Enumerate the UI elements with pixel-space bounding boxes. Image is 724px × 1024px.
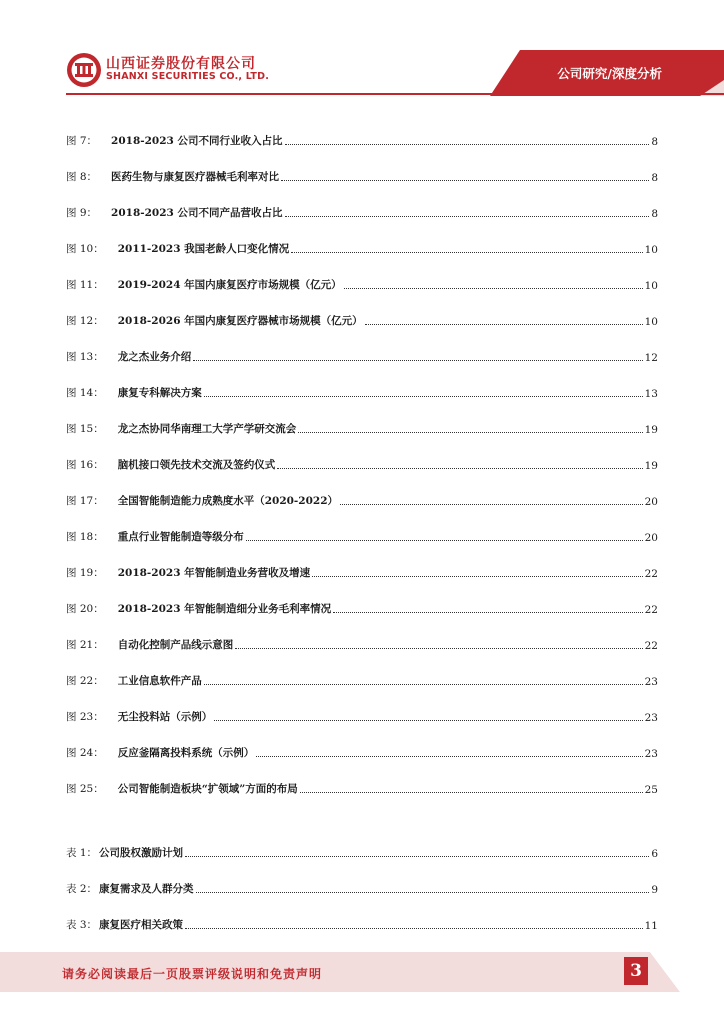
table-label: 表 3： [66,919,98,931]
page-ref: 8 [651,208,658,220]
toc-entry-figure-25[interactable] [66,760,658,796]
figure-label: 图 11： [66,279,104,291]
figure-label: 图 25： [66,783,104,795]
leader-dots [340,503,643,505]
disclaimer-text: 请务必阅读最后一页股票评级说明和免责声明 [62,967,323,981]
figure-label: 图 20： [66,603,104,615]
figure-label: 图 23： [66,711,104,723]
figure-label: 图 17： [66,495,104,507]
figure-label: 图 9： [66,207,98,219]
figure-title: 医药生物与康复医疗器械毛利率对比 [111,171,280,183]
page-ref: 8 [651,172,658,184]
company-logo-icon [66,52,102,88]
leader-dots [365,323,643,325]
page-ref: 25 [644,784,658,796]
leader-dots [291,251,642,253]
page-ref: 19 [644,424,658,436]
leader-dots [298,431,642,433]
toc-entry-figure-11[interactable] [66,256,658,292]
leader-dots [196,891,650,893]
toc-entry-figure-15[interactable] [66,400,658,436]
toc-entry-figure-22[interactable] [66,652,658,688]
page-ref: 23 [644,676,658,688]
figure-title: 全国智能制造能力成熟度水平（2020-2022） [117,495,339,507]
figure-label: 图 15： [66,423,104,435]
figure-label: 图 21： [66,639,104,651]
leader-dots [344,287,643,289]
figure-label: 图 13： [66,351,104,363]
toc-entry-figure-7[interactable] [66,112,658,148]
page-ref: 22 [644,568,658,580]
toc-entry-figure-10[interactable] [66,220,658,256]
page-ref: 20 [644,532,658,544]
figure-label: 图 8： [66,171,98,183]
leader-dots [333,611,642,613]
figure-title: 龙之杰协同华南理工大学产学研交流会 [117,423,297,435]
toc-entry-figure-17[interactable] [66,472,658,508]
leader-dots [256,755,642,757]
toc-entry-figure-24[interactable] [66,724,658,760]
figure-label: 图 24： [66,747,104,759]
figure-title: 公司智能制造板块“扩领域”方面的布局 [117,783,298,795]
table-label: 表 1： [66,847,98,859]
figure-title: 自动化控制产品线示意图 [117,639,234,651]
toc-entry-table-1[interactable] [66,824,658,860]
figure-title: 2018-2023 年智能制造业务营收及增速 [117,567,311,579]
leader-dots [204,395,643,397]
figure-title: 2019-2024 年国内康复医疗市场规模（亿元） [117,279,342,291]
leader-dots [312,575,642,577]
page-ref: 12 [644,352,658,364]
header-divider [66,93,724,95]
page-ref: 23 [644,748,658,760]
page-ref: 19 [644,460,658,472]
page-ref: 22 [644,640,658,652]
page-ref: 6 [651,848,658,860]
report-category: 公司研究/深度分析 [557,66,662,81]
leader-dots [193,359,642,361]
leader-dots [281,179,649,181]
leader-dots [285,143,650,145]
page-ref: 23 [644,712,658,724]
toc-entry-figure-23[interactable] [66,688,658,724]
page-ref: 13 [644,388,658,400]
figure-title: 脑机接口领先技术交流及签约仪式 [117,459,276,471]
page-ref: 10 [644,280,658,292]
page-ref: 10 [644,244,658,256]
table-label: 表 2： [66,883,98,895]
page-ref: 10 [644,316,658,328]
leader-dots [185,927,643,929]
leader-dots [246,539,643,541]
table-title: 公司股权激励计划 [99,847,184,859]
page-header [0,0,724,100]
leader-dots [185,855,649,857]
toc-entry-figure-16[interactable] [66,436,658,472]
page-ref: 8 [651,136,658,148]
figure-label: 图 18： [66,531,104,543]
figure-title: 重点行业智能制造等级分布 [117,531,244,543]
company-name-en: SHANXI SECURITIES CO., LTD. [106,71,270,82]
table-title: 康复需求及人群分类 [99,883,194,895]
figure-label: 图 10： [66,243,104,255]
figure-title: 2018-2023 公司不同产品营收占比 [111,207,283,219]
page-ref: 11 [644,920,658,932]
figure-label: 图 14： [66,387,104,399]
figure-title: 康复专科解决方案 [117,387,202,399]
page-number: 3 [624,957,648,985]
figure-title: 无尘投料站（示例） [117,711,213,723]
page-ref: 9 [651,884,658,896]
page-footer [0,952,724,992]
leader-dots [277,467,642,469]
toc-entry-figure-13[interactable] [66,328,658,364]
table-of-contents [66,112,658,932]
toc-entry-table-2[interactable] [66,860,658,896]
leader-dots [300,791,643,793]
figure-title: 工业信息软件产品 [117,675,202,687]
toc-entry-figure-9[interactable] [66,184,658,220]
toc-entry-figure-19[interactable] [66,544,658,580]
toc-entry-figure-12[interactable] [66,292,658,328]
figure-label: 图 16： [66,459,104,471]
page-ref: 22 [644,604,658,616]
figure-title: 2018-2023 年智能制造细分业务毛利率情况 [117,603,332,615]
figure-label: 图 22： [66,675,104,687]
toc-entry-figure-20[interactable] [66,580,658,616]
toc-entry-figure-21[interactable] [66,616,658,652]
toc-entry-figure-8[interactable] [66,148,658,184]
figure-label: 图 12： [66,315,104,327]
leader-dots [285,215,650,217]
toc-entry-table-3[interactable] [66,896,658,932]
leader-dots [204,683,643,685]
section-gap [66,796,658,824]
toc-entry-figure-14[interactable] [66,364,658,400]
leader-dots [214,719,642,721]
toc-entry-figure-18[interactable] [66,508,658,544]
figure-title: 2018-2026 年国内康复医疗器械市场规模（亿元） [117,315,363,327]
figure-title: 反应釜隔离投料系统（示例） [117,747,255,759]
figure-label: 图 7： [66,135,98,147]
table-title: 康复医疗相关政策 [99,919,184,931]
page-ref: 20 [644,496,658,508]
figure-title: 龙之杰业务介绍 [117,351,192,363]
figure-title: 2011-2023 我国老龄人口变化情况 [117,243,290,255]
figure-title: 2018-2023 公司不同行业收入占比 [111,135,283,147]
company-name-cn: 山西证券股份有限公司 [106,56,256,72]
leader-dots [235,647,642,649]
figure-label: 图 19： [66,567,104,579]
